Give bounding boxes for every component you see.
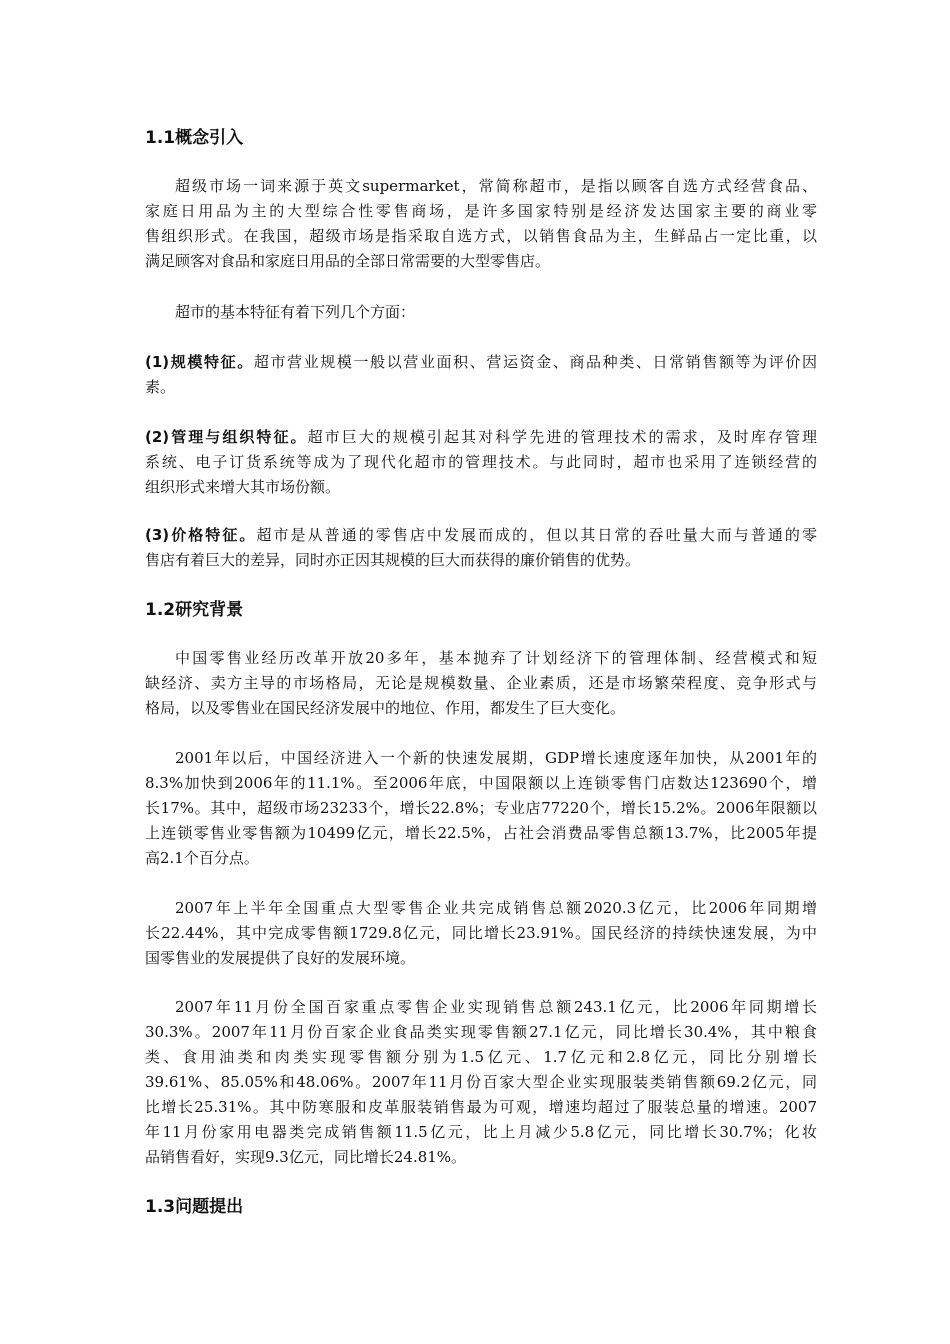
paragraph <box>145 896 817 971</box>
text-line: 高2.1个百分点。 <box>145 849 259 867</box>
paragraph <box>145 350 817 400</box>
text-line: 长22.44%，其中完成零售额1729.8亿元，同比增长23.91%。国民经济的持续快速发展，为中 <box>145 924 817 942</box>
text-line: 2007年11月份全国百家重点零售企业实现销售总额243.1亿元，比2006年同期增长 <box>175 998 817 1016</box>
text-line: 家庭日用品为主的大型综合性零售商场，是许多国家特别是经济发达国家主要的商业零 <box>145 202 817 220</box>
text-line: 中国零售业经历改革开放20多年，基本抛弃了计划经济下的管理体制、经营模式和短 <box>175 649 817 667</box>
text-line: 长17%。其中，超级市场23233个，增长22.8%；专业店77220个，增长15.2%。2006年限额以 <box>145 799 817 817</box>
text-line: 超级市场一词来源于英文supermarket，常简称超市，是指以顾客自选方式经营食品、 <box>175 177 817 195</box>
feature-label: (1)规模特征。 <box>145 353 254 371</box>
paragraph <box>145 995 817 1170</box>
text-line: 素。 <box>145 378 176 396</box>
paragraph <box>145 174 817 274</box>
text-line: 售组织形式。在我国，超级市场是指采取自选方式，以销售食品为主，生鲜品占一定比重，以 <box>145 227 817 245</box>
paragraph <box>145 300 817 325</box>
text-line: 2007年上半年全国重点大型零售企业共完成销售总额2020.3亿元，比2006年同期增 <box>175 899 817 917</box>
paragraph <box>145 425 817 500</box>
paragraph <box>145 523 817 573</box>
text-line <box>145 350 817 375</box>
text-line: 年11月份家用电器类完成销售额11.5亿元，比上月减少5.8亿元，同比增长30.7%；化妆 <box>145 1123 817 1141</box>
paragraph <box>145 646 817 721</box>
text-line: 满足顾客对食品和家庭日用品的全部日常需要的大型零售店。 <box>145 252 551 270</box>
text-line: 2001年以后，中国经济进入一个新的快速发展期，GDP增长速度逐年加快，从2001年的 <box>175 749 817 767</box>
text-line: 品销售看好，实现9.3亿元，同比增长24.81%。 <box>145 1148 467 1166</box>
section-heading: 1.2研究背景 <box>145 600 244 620</box>
text-line <box>145 523 817 548</box>
feature-label: (2)管理与组织特征。 <box>145 428 308 446</box>
text-line: 售店有着巨大的差异，同时亦正因其规模的巨大而获得的廉价销售的优势。 <box>145 551 641 569</box>
text-line: 国零售业的发展提供了良好的发展环境。 <box>145 949 416 967</box>
text-line: 缺经济、卖方主导的市场格局，无论是规模数量、企业素质，还是市场繁荣程度、竞争形式与 <box>145 674 817 692</box>
text-line: 类、食用油类和肉类实现零售额分别为1.5亿元、1.7亿元和2.8亿元，同比分别增长 <box>145 1048 817 1066</box>
section-heading: 1.1概念引入 <box>145 128 244 148</box>
text-line: 30.3%。2007年11月份百家企业食品类实现零售额27.1亿元，同比增长30.4%，其中粮食 <box>145 1023 817 1041</box>
text-line: 组织形式来增大其市场份额。 <box>145 478 341 496</box>
text-line <box>145 425 817 450</box>
text-line: 格局，以及零售业在国民经济发展中的地位、作用，都发生了巨大变化。 <box>145 699 626 717</box>
text-line: 系统、电子订货系统等成为了现代化超市的管理技术。与此同时，超市也采用了连锁经营的 <box>145 453 817 471</box>
text-line: 8.3%加快到2006年的11.1%。至2006年底，中国限额以上连锁零售门店数达123690个，增 <box>145 774 817 792</box>
text-line: 39.61%、85.05%和48.06%。2007年11月份百家大型企业实现服装类销售额69.2亿元，同 <box>145 1073 817 1091</box>
text-run: 超市巨大的规模引起其对科学先进的管理技术的需求，及时库存管理 <box>307 428 817 446</box>
section-heading: 1.3问题提出 <box>145 1197 244 1217</box>
text-line: 上连锁零售业零售额为10499亿元，增长22.5%，占社会消费品零售总额13.7%，比2005年提 <box>145 824 817 842</box>
feature-label: (3)价格特征。 <box>145 526 257 544</box>
text-line: 超市的基本特征有着下列几个方面： <box>175 303 416 321</box>
text-run: 超市是从普通的零售店中发展而成的，但以其日常的吞吐量大而与普通的零 <box>256 526 817 544</box>
paragraph <box>145 746 817 871</box>
text-line: 比增长25.31%。其中防寒服和皮革服装销售最为可观，增速均超过了服装总量的增速。2007 <box>145 1098 817 1116</box>
text-run: 超市营业规模一般以营业面积、营运资金、商品种类、日常销售额等为评价因 <box>253 353 817 371</box>
